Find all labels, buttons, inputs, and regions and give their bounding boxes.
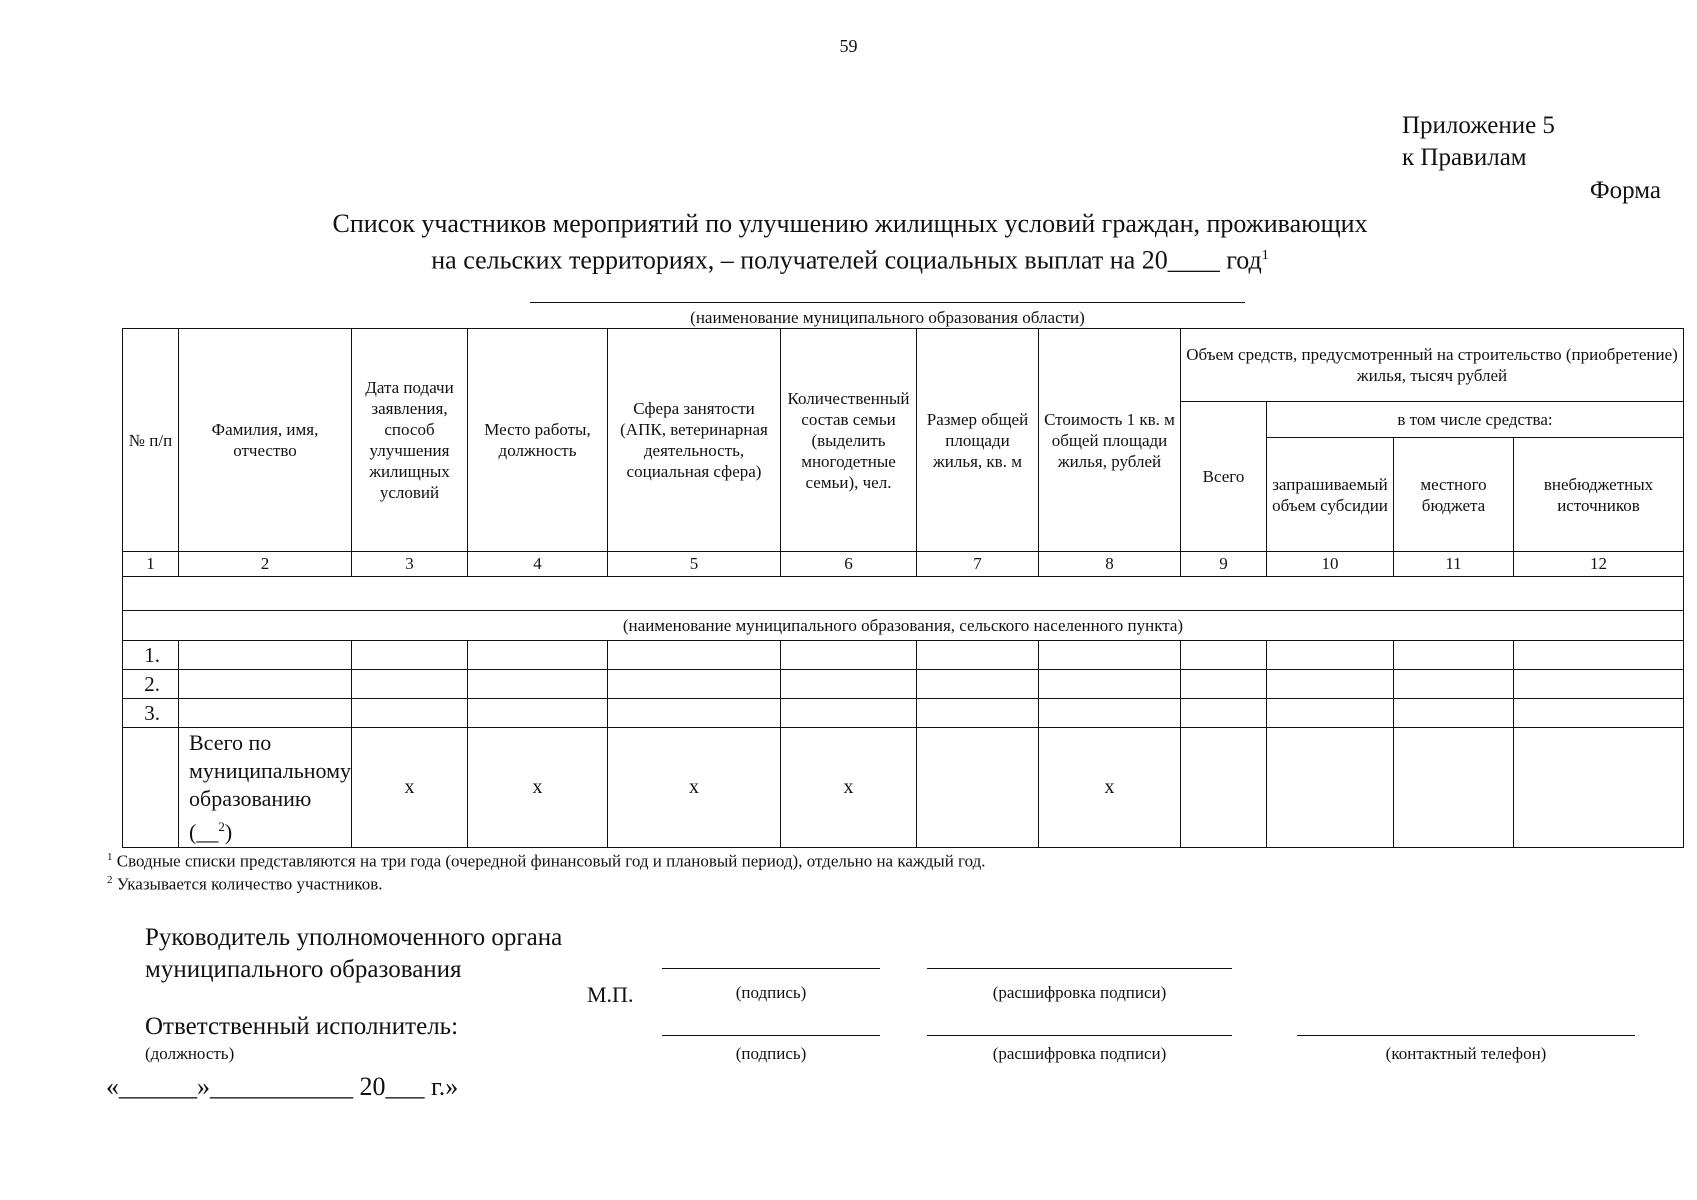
not-applicable-mark: х [1039,728,1181,848]
column-number: 8 [1039,552,1181,577]
title-line-1: Список участников мероприятий по улучшению жилищных условий граждан, проживающих [332,209,1368,238]
executor-signature-line [662,1035,880,1036]
row-number: 1. [123,641,179,670]
not-applicable-mark: х [608,728,781,848]
position-caption: (должность) [145,1044,235,1063]
footnote-1-text: Сводные списки представляются на три года (очередной финансовый год и плановый период), отдельно на каждый год. [116,851,986,871]
executor-phone-line [1297,1035,1635,1036]
total-label-text: Всего по муниципальному образованию (__ [189,730,352,845]
head-decoding-caption: (расшифровка подписи) [992,983,1167,1002]
head-title-line-2: муниципального образования [145,956,462,983]
header-funds-group: Объем средств, предусмотренный на строительство (приобретение) жилья, тысяч рублей [1181,329,1684,402]
column-number: 11 [1394,552,1514,577]
column-number: 7 [917,552,1039,577]
total-footnote-ref: 2 [218,819,225,834]
footnote-2-text: Указывается количество участников. [116,874,383,894]
column-numbers-row [123,552,1684,577]
column-number: 9 [1181,552,1267,577]
footnote-1 [107,851,986,872]
executor-title: Ответственный исполнитель: [145,1013,459,1040]
header-application-date: Дата подачи заявления, способ улучшения жилищных условий [352,329,468,552]
settlement-caption: (наименование муниципального образования, сельского населенного пункта) [123,611,1684,641]
executor-decoding-line [927,1035,1232,1036]
table-row [123,641,1684,670]
head-decoding-line [927,968,1232,969]
column-number: 5 [608,552,781,577]
column-number: 1 [123,552,179,577]
title-footnote-ref: 1 [1261,248,1269,263]
column-number: 4 [468,552,608,577]
form-label: Форма [1589,177,1661,204]
participants-table [122,328,1684,848]
header-full-name: Фамилия, имя, отчество [179,329,352,552]
header-housing-area: Размер общей площади жилья, кв. м [917,329,1039,552]
row-number: 2. [123,670,179,699]
total-label [179,728,352,848]
municipality-caption: (наименование муниципального образования области) [690,308,1085,327]
head-signature-line [662,968,880,969]
row-number: 3. [123,699,179,728]
footnote-1-number: 1 [107,851,113,863]
header-including: в том числе средства: [1267,402,1684,438]
appendix-line-1: Приложение 5 [1402,112,1555,139]
header-employment-sphere: Сфера занятости (АПК, ветеринарная деятельность, социальная сфера) [608,329,781,552]
column-number: 10 [1267,552,1394,577]
appendix-label [1402,110,1555,174]
page-number: 59 [839,36,858,56]
header-cost-per-sqm: Стоимость 1 кв. м общей площади жилья, рублей [1039,329,1181,552]
executor-signature-caption: (подпись) [735,1044,807,1063]
head-title [145,922,562,986]
column-number: 12 [1514,552,1684,577]
phone-caption: (контактный телефон) [1385,1044,1547,1063]
header-workplace: Место работы, должность [468,329,608,552]
table-row [123,670,1684,699]
column-number: 3 [352,552,468,577]
table-row [123,699,1684,728]
settlement-name-row [123,577,1684,611]
not-applicable-mark: х [468,728,608,848]
footnote-2-number: 2 [107,874,113,886]
column-number: 2 [179,552,352,577]
header-number: № п/п [123,329,179,552]
municipality-blank-line [530,302,1245,303]
column-number: 6 [781,552,917,577]
header-local-budget: местного бюджета [1394,438,1514,552]
header-total: Всего [1181,402,1267,552]
title-line-2 [200,240,1500,277]
appendix-line-2: к Правилам [1402,144,1527,171]
total-label-end: ) [224,819,233,845]
footnote-2 [107,874,382,895]
not-applicable-mark: х [352,728,468,848]
date-line: «______»___________ 20___ г.» [106,1072,459,1101]
total-row [123,728,1684,848]
settlement-name-blank [123,577,1684,611]
header-extrabudgetary: внебюджетных источников [1514,438,1684,552]
head-title-line-1: Руководитель уполномоченного органа [145,924,563,951]
seal-mark: М.П. [587,982,634,1007]
header-family-size: Количественный состав семьи (выделить многодетные семьи), чел. [781,329,917,552]
title-line-2-text: на сельских территориях, – получателей социальных выплат на 20____ год [431,245,1262,275]
executor-decoding-caption: (расшифровка подписи) [992,1044,1167,1063]
not-applicable-mark: х [781,728,917,848]
page-title [200,208,1500,277]
header-subsidy: запрашиваемый объем субсидии [1267,438,1394,552]
head-signature-caption: (подпись) [735,983,807,1002]
